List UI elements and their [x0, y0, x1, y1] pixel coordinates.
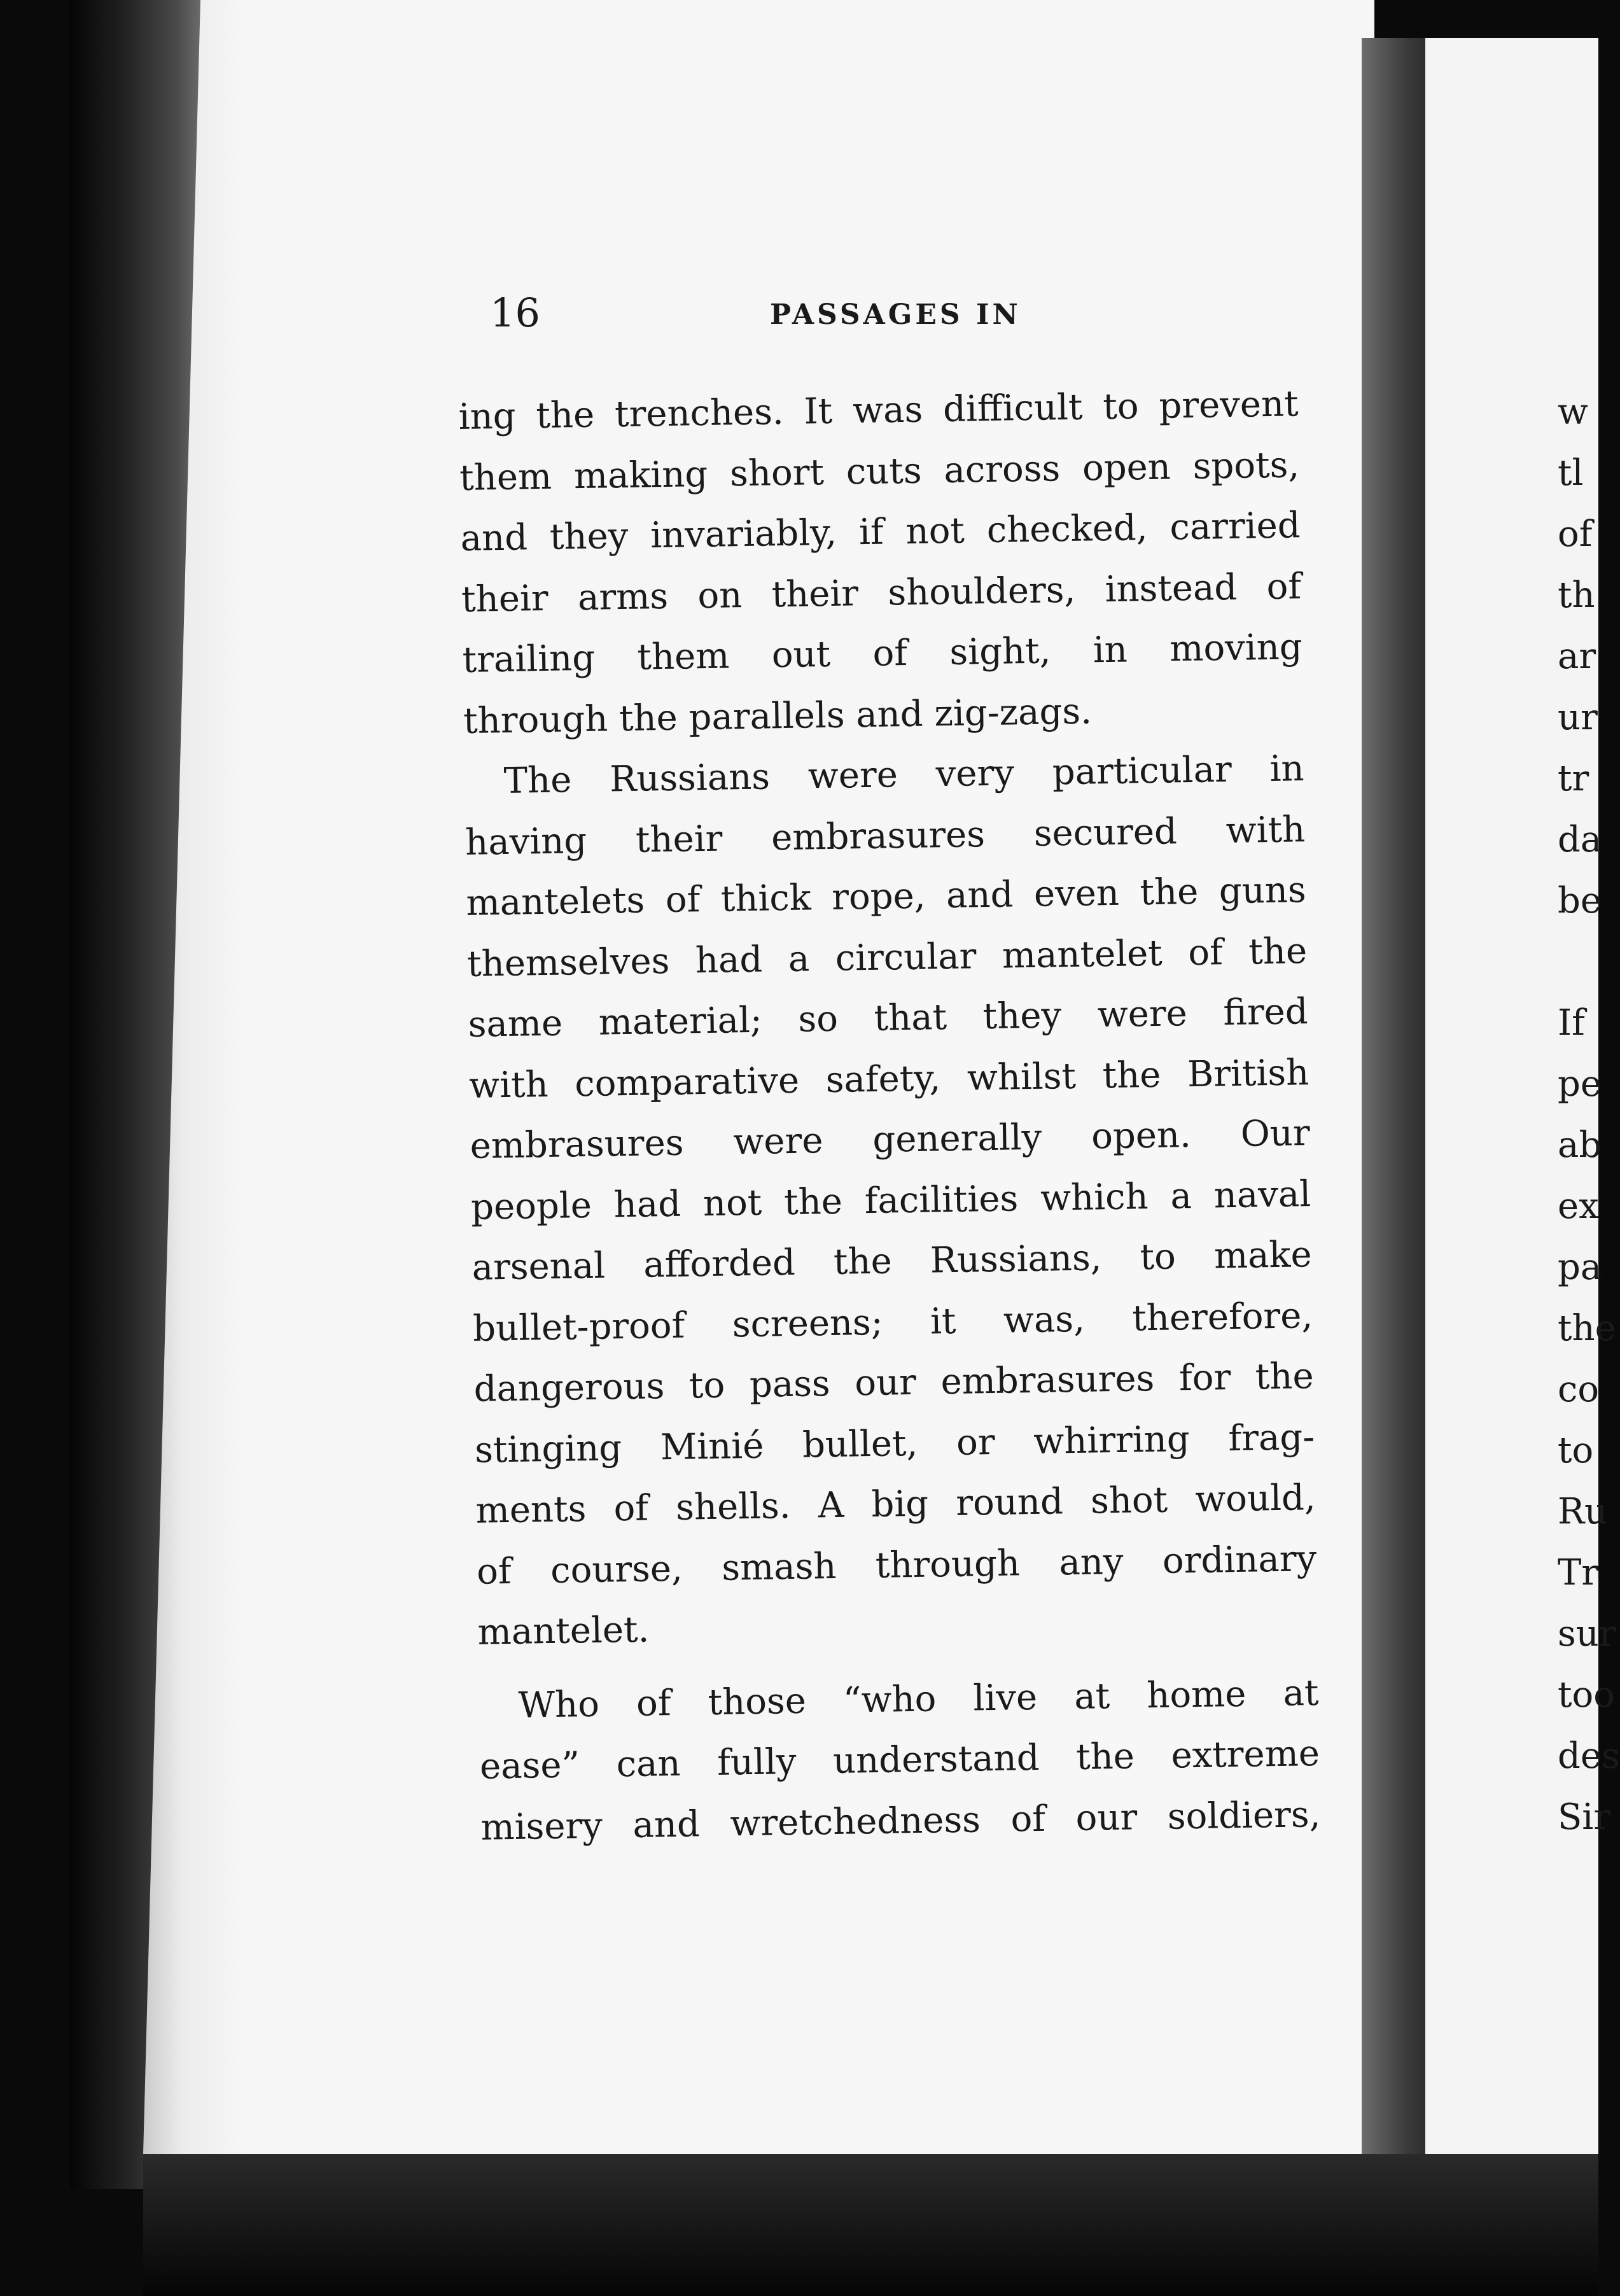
facing-fragment: be	[1558, 880, 1602, 921]
text-line: stinging Minié bullet, or whirring frag-	[474, 1416, 1315, 1471]
text-line: mantelets of thick rope, and even the guns	[466, 869, 1307, 924]
facing-gap	[1558, 932, 1598, 993]
page-header	[490, 290, 1298, 340]
text-line: bullet-proof screens; it was, therefore,	[472, 1294, 1313, 1350]
text-line: ease” can fully understand the extreme	[479, 1733, 1320, 1788]
facing-fragment: pa	[1558, 1247, 1602, 1288]
text-line: embrasures were generally open. Our	[470, 1112, 1311, 1167]
running-head: PASSAGES IN	[770, 298, 1021, 331]
facing-fragment: Sir	[1558, 1796, 1611, 1838]
text-line: people had not the facilities which a naval	[470, 1173, 1311, 1228]
bottom-shadow	[143, 2154, 1598, 2296]
text-line: ing the trenches. It was difficult to prevent	[458, 383, 1299, 438]
facing-fragment: sur	[1558, 1613, 1616, 1655]
text-line: their arms on their shoulders, instead of	[461, 565, 1302, 620]
facing-fragment: da	[1558, 819, 1602, 860]
body-text	[458, 374, 1321, 1858]
facing-fragment: ab	[1558, 1124, 1602, 1166]
facing-fragment: too	[1558, 1674, 1615, 1716]
text-line: trailing them out of sight, in moving	[462, 626, 1303, 681]
facing-fragment: If	[1558, 1002, 1585, 1044]
paragraph-2	[464, 738, 1318, 1663]
facing-fragment: Tr	[1558, 1552, 1599, 1593]
text-line: same material; so that they were fired	[468, 991, 1309, 1046]
paragraph-1	[458, 374, 1304, 752]
text-line: mantelet.	[477, 1609, 650, 1653]
text-line: having their embrasures secured with	[464, 808, 1306, 864]
text-line: with comparative safety, whilst the British	[468, 1051, 1309, 1107]
text-line: dangerous to pass our embrasures for the	[473, 1355, 1315, 1410]
facing-fragment: ar	[1558, 636, 1596, 677]
text-line: The Russians were very particular in	[503, 748, 1305, 802]
facing-fragment: the	[1558, 1308, 1616, 1349]
text-line: misery and wretchedness of our soldiers,	[480, 1793, 1321, 1849]
text-line: themselves had a circular mantelet of the	[466, 930, 1308, 985]
paragraph-3	[478, 1663, 1321, 1858]
text-line: arsenal afforded the Russians, to make	[471, 1234, 1313, 1289]
facing-fragment: Ru	[1558, 1491, 1608, 1532]
page-number: 16	[490, 290, 540, 336]
facing-fragment: pe	[1558, 1063, 1602, 1105]
facing-fragment: of	[1558, 514, 1593, 555]
facing-fragment: ex	[1558, 1186, 1599, 1227]
text-line: through the parallels and zig-zags.	[463, 690, 1093, 742]
text-line: them making short cuts across open spots,	[459, 444, 1300, 499]
facing-fragment: th	[1558, 575, 1595, 616]
facing-page-text	[1558, 382, 1620, 1848]
facing-fragment: w	[1558, 391, 1588, 433]
facing-fragment: tr	[1558, 758, 1589, 799]
text-line: of course, smash through any ordinary	[476, 1537, 1317, 1593]
facing-fragment: to	[1558, 1430, 1594, 1471]
facing-fragment: des	[1558, 1735, 1620, 1777]
text-line: ments of shells. A big round shot would,	[475, 1477, 1316, 1532]
facing-fragment: co	[1558, 1369, 1600, 1410]
facing-fragment: ur	[1558, 697, 1598, 738]
facing-fragment: tl	[1558, 452, 1584, 494]
text-line: and they invariably, if not checked, carried	[460, 505, 1301, 559]
text-line: Who of those “who live at home at	[518, 1672, 1319, 1726]
